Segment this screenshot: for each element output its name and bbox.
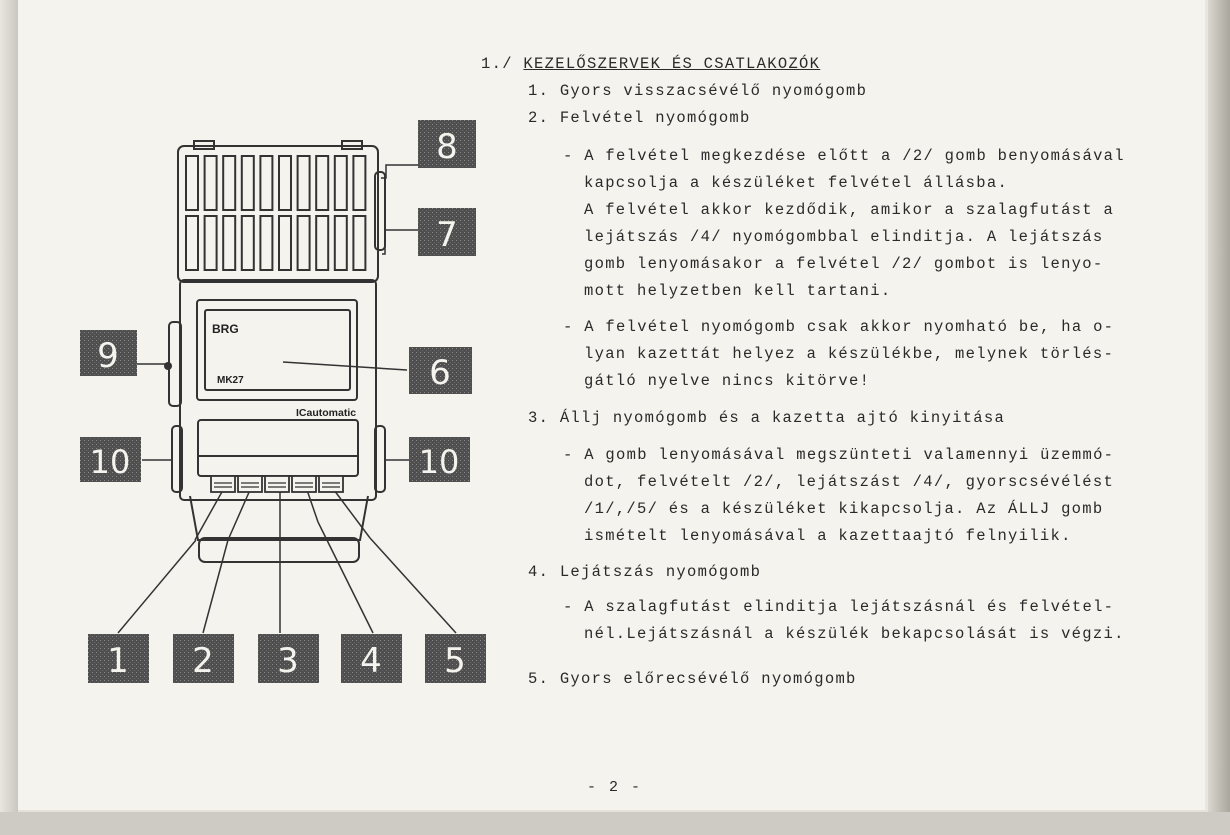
side-control-right	[375, 172, 385, 250]
paragraph-line: gátló nyelve nincs kitörve!	[584, 372, 871, 390]
callout-label-6	[409, 347, 472, 394]
svg-text:4: 4	[360, 641, 382, 681]
item-2-title: Felvétel nyomógomb	[559, 109, 751, 127]
paragraph-line: - A felvétel nyomógomb csak akkor nyomható be, ha o-	[563, 318, 1115, 336]
grille-slot	[316, 156, 328, 210]
grille-slot	[242, 156, 254, 210]
svg-text:5: 5	[444, 641, 466, 681]
jack-socket	[164, 362, 172, 370]
svg-text:7: 7	[436, 215, 458, 255]
leader-line-7	[382, 230, 418, 254]
svg-text:10: 10	[89, 443, 131, 481]
piano-key-5	[319, 476, 343, 492]
paragraph-line: - A felvétel megkezdése előtt a /2/ gomb benyomásával	[563, 147, 1125, 165]
callout-label-1	[88, 634, 149, 683]
callout-label-10-right	[409, 437, 470, 482]
callout-label-3	[258, 634, 319, 683]
item-3-title: Állj nyomógomb és a kazetta ajtó kinyitása	[559, 409, 1006, 427]
callout-label-10-left	[80, 437, 141, 482]
paragraph-line: mott helyzetben kell tartani.	[584, 282, 892, 300]
svg-text:9: 9	[97, 336, 119, 376]
device-automatic-badge: ICautomatic	[296, 407, 357, 419]
button-linkage	[228, 490, 250, 540]
item-5-title: Gyors előrecsévélő nyomógomb	[559, 670, 857, 688]
paragraph-line: - A gomb lenyomásával megszünteti valamennyi üzemmó-	[563, 446, 1115, 464]
paragraph-line: lyan kazettát helyez a készülékbe, melynek törlés-	[584, 345, 1115, 363]
leader-line-2	[203, 540, 228, 633]
item-5: 5. Gyors előrecsévélő nyomógomb	[528, 670, 857, 688]
svg-text:3: 3	[277, 641, 299, 681]
callout-label-8	[418, 120, 476, 168]
section-title: KEZELŐSZERVEK ÉS CSATLAKOZÓK	[523, 55, 821, 73]
callout-label-5	[425, 634, 486, 683]
svg-text:10: 10	[418, 443, 460, 481]
item-4-title: Lejátszás nyomógomb	[559, 563, 762, 581]
leader-line-5	[370, 538, 456, 633]
grille-slot	[186, 216, 198, 270]
grille-slot	[223, 156, 235, 210]
grille-slot	[279, 216, 291, 270]
grille-slot	[335, 216, 347, 270]
grille-slot	[335, 156, 347, 210]
item-3: 3. Állj nyomógomb és a kazetta ajtó kinyitása	[528, 409, 1006, 427]
piano-key-4	[292, 476, 316, 492]
paragraph-line: dot, felvételt /2/, lejátszást /4/, gyorscsévélést	[584, 473, 1115, 491]
svg-text:8: 8	[436, 127, 458, 167]
piano-key-3	[265, 476, 289, 492]
cassette-door	[198, 420, 358, 476]
grille-slot	[260, 156, 272, 210]
callout-label-4	[341, 634, 402, 683]
grille-slot	[223, 216, 235, 270]
callout-label-2	[173, 634, 234, 683]
grille-slot	[298, 216, 310, 270]
grille-slot	[186, 156, 198, 210]
svg-text:6: 6	[429, 353, 451, 393]
section-number: 1./	[481, 55, 513, 73]
grille-slot	[242, 216, 254, 270]
paragraph-line: gomb lenyomásakor a felvétel /2/ gombot is lenyo-	[584, 255, 1104, 273]
page-right-edge	[1208, 0, 1230, 835]
grille-slot	[205, 156, 217, 210]
device-brand: BRG	[212, 322, 239, 336]
paragraph-line: nél.Lejátszásnál a készülék bekapcsolását is végzi.	[584, 625, 1125, 643]
paragraph-line: lejátszás /4/ nyomógombbal elinditja. A lejátszás	[584, 228, 1104, 246]
callout-label-9	[80, 330, 137, 376]
grille-slot	[279, 156, 291, 210]
paragraph-line: /1/,/5/ és a készüléket kikapcsolja. Az ÁLLJ gomb	[584, 500, 1104, 518]
page-number: - 2 -	[587, 779, 643, 796]
grille-slot	[353, 156, 365, 210]
svg-text:2: 2	[192, 641, 214, 681]
grille-slot	[353, 216, 365, 270]
leader-line-1	[118, 540, 196, 633]
svg-text:1: 1	[107, 641, 129, 681]
paragraph-line: - A szalagfutást elinditja lejátszásnál és felvétel-	[563, 598, 1115, 616]
grille-slot	[298, 156, 310, 210]
paragraph-line: ismételt lenyomásával a kazettaajtó felnyilik.	[584, 527, 1072, 545]
item-2: 2. Felvétel nyomógomb	[528, 109, 751, 127]
callout-label-7	[418, 208, 476, 256]
leader-line-8	[381, 165, 418, 178]
item-1: 1. Gyors visszacsévélő nyomógomb	[528, 82, 868, 100]
device-model: MK27	[217, 375, 244, 386]
item-1-title: Gyors visszacsévélő nyomógomb	[559, 82, 868, 100]
item-4: 4. Lejátszás nyomógomb	[528, 563, 762, 581]
section-heading	[481, 55, 820, 73]
piano-key-2	[238, 476, 262, 492]
cassette-recorder-diagram	[0, 0, 520, 835]
piano-key-1	[211, 476, 235, 492]
grille-slot	[205, 216, 217, 270]
grille-slot	[316, 216, 328, 270]
grille-slot	[260, 216, 272, 270]
paragraph-line: kapcsolja a készüléket felvétel állásba.	[584, 174, 1009, 192]
button-linkage	[307, 490, 318, 522]
paragraph-line: A felvétel akkor kezdődik, amikor a szalagfutást a	[584, 201, 1115, 219]
button-linkage	[195, 490, 223, 540]
leader-line-6	[283, 362, 407, 370]
